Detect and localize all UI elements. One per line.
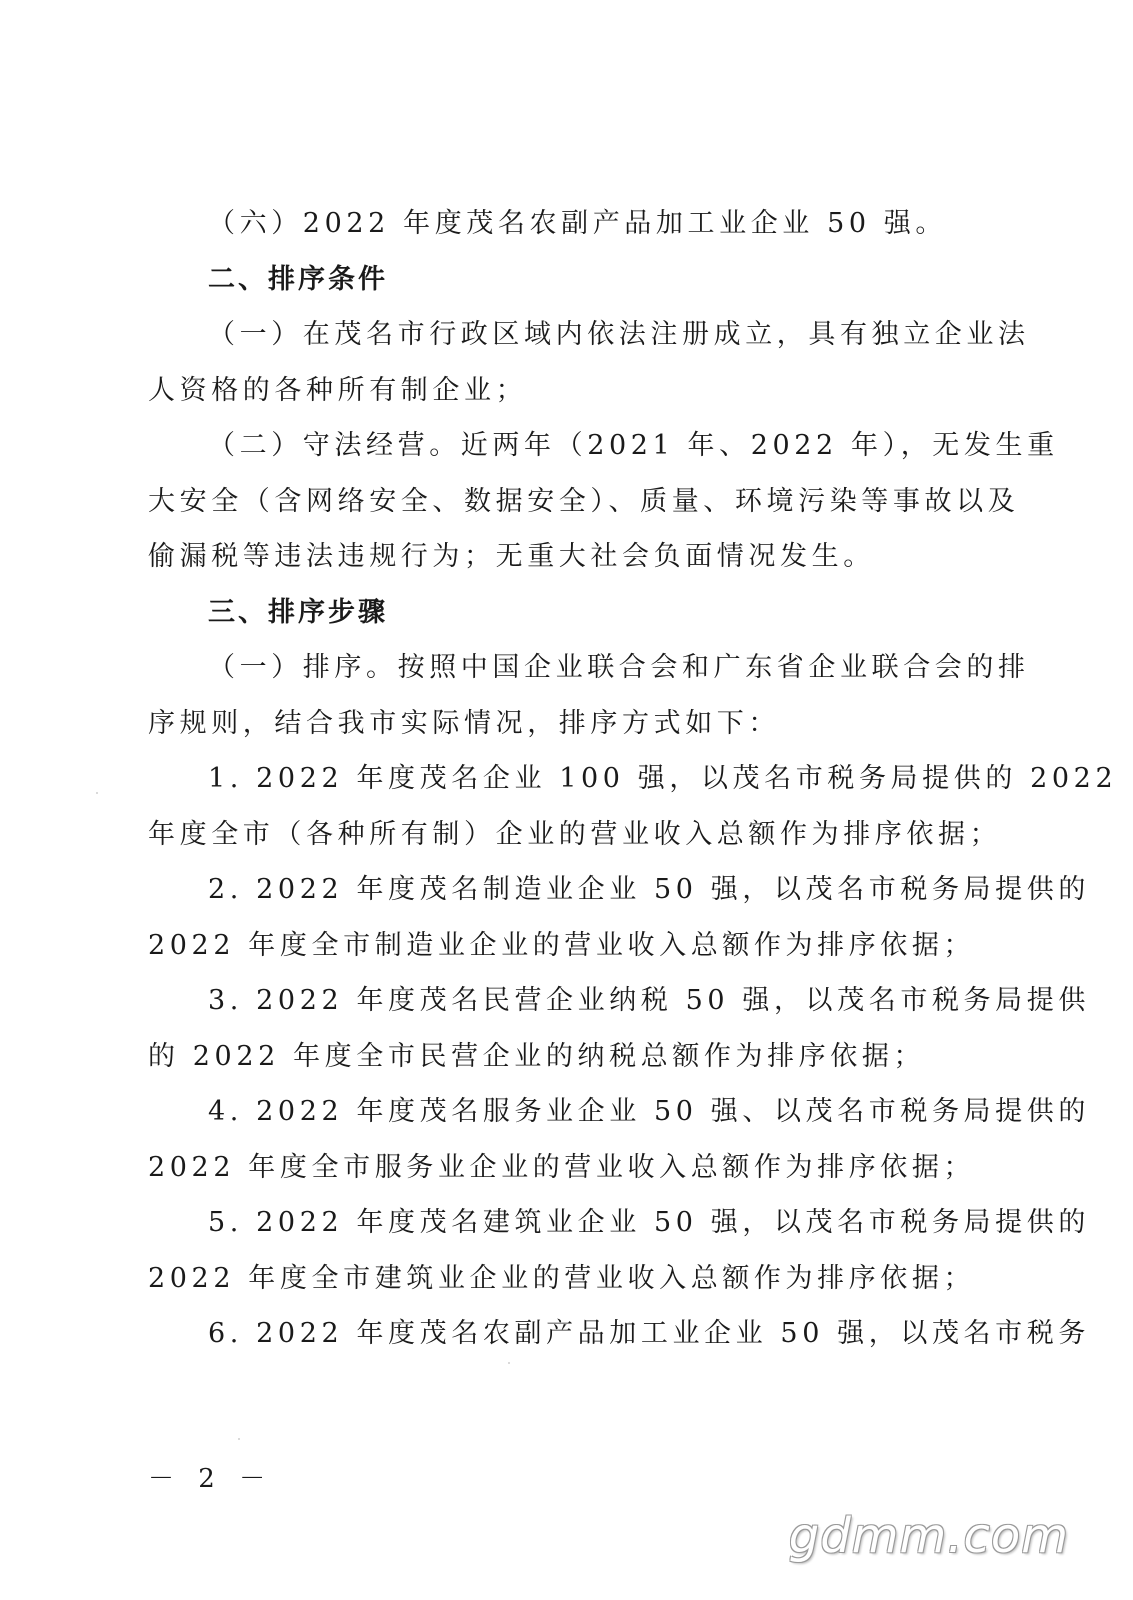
continuation-line: 偷漏税等违法违规行为；无重大社会负面情况发生。 — [148, 541, 875, 572]
continuation-line: 的 2022 年度全市民营企业的纳税总额作为排序依据； — [148, 1040, 926, 1072]
scan-speck — [508, 1362, 510, 1364]
item-line: 1. 2022 年度茂名企业 100 强，以茂名市税务局提供的 2022 — [208, 763, 1118, 794]
page-number: － 2 － — [148, 1464, 274, 1494]
continuation-line: 大安全（含网络安全、数据安全）、质量、环境污染等事故以及 — [148, 485, 1020, 517]
item-line: 4. 2022 年度茂名服务业企业 50 强、以茂名市税务局提供的 — [208, 1096, 1090, 1127]
document-body — [148, 196, 1118, 1362]
section-heading: 三、排序步骤 — [208, 596, 388, 628]
item-line: 3. 2022 年度茂名民营企业纳税 50 强，以茂名市税务局提供 — [208, 985, 1090, 1016]
continuation-line: 2022 年度全市制造业企业的营业收入总额作为排序依据； — [148, 929, 976, 961]
scan-speck — [238, 1438, 240, 1440]
item-line: （二）守法经营。近两年（2021 年、2022 年），无发生重 — [208, 430, 1059, 461]
scan-speck — [96, 792, 98, 794]
item-line: （一）排序。按照中国企业联合会和广东省企业联合会的排 — [208, 652, 1030, 683]
item-line: 2. 2022 年度茂名制造业企业 50 强，以茂名市税务局提供的 — [208, 874, 1090, 905]
continuation-line: 年度全市（各种所有制）企业的营业收入总额作为排序依据； — [148, 818, 1002, 850]
item-line: 6. 2022 年度茂名农副产品加工业企业 50 强，以茂名市税务 — [208, 1318, 1090, 1349]
continuation-line: 2022 年度全市建筑业企业的营业收入总额作为排序依据； — [148, 1262, 976, 1294]
item-line: （六）2022 年度茂名农副产品加工业企业 50 强。 — [208, 208, 948, 239]
continuation-line: 2022 年度全市服务业企业的营业收入总额作为排序依据； — [148, 1151, 976, 1183]
section-heading: 二、排序条件 — [208, 263, 388, 295]
continuation-line: 人资格的各种所有制企业； — [148, 374, 528, 406]
continuation-line: 序规则，结合我市实际情况，排序方式如下： — [148, 707, 780, 739]
item-line: （一）在茂名市行政区域内依法注册成立，具有独立企业法 — [208, 319, 1030, 350]
item-line: 5. 2022 年度茂名建筑业企业 50 强，以茂名市税务局提供的 — [208, 1207, 1090, 1238]
watermark-logo: gdmm.com — [788, 1508, 1069, 1564]
